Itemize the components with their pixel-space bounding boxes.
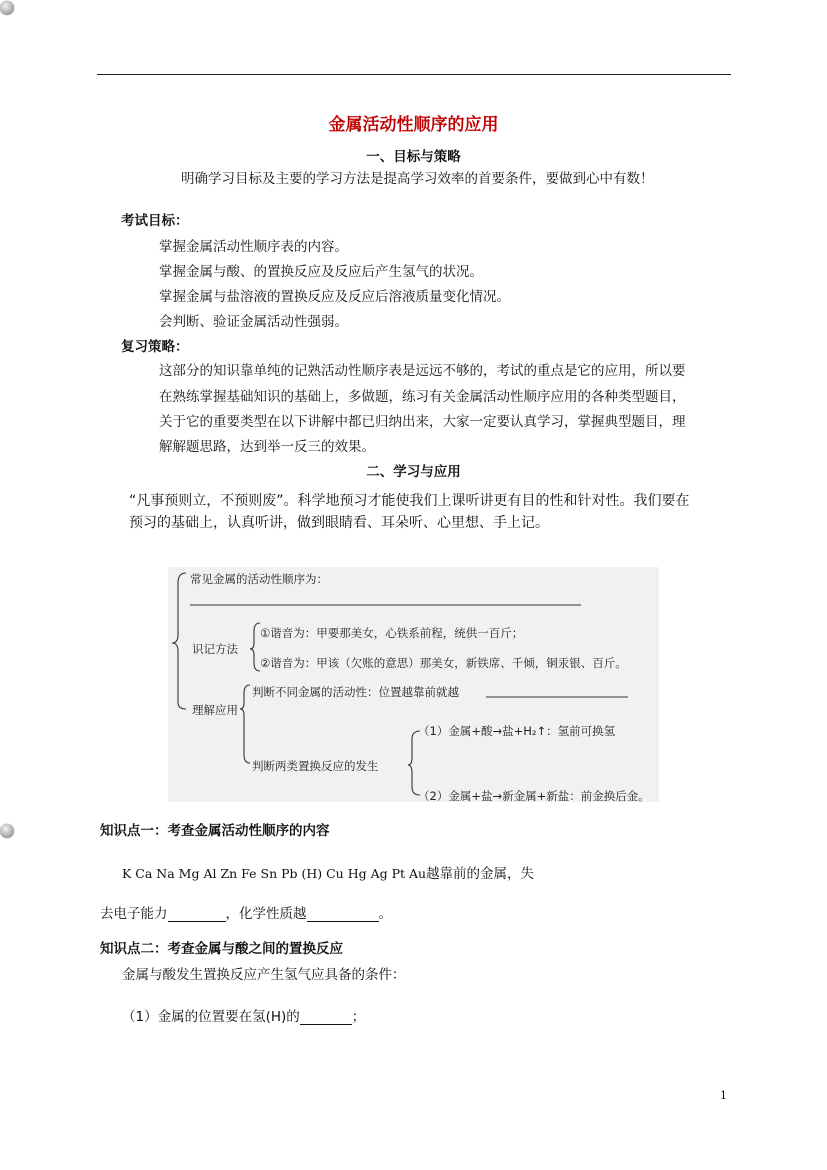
exam-goal-item: 掌握金属与酸、的置换反应及反应后产生氢气的状况。 bbox=[159, 264, 483, 280]
strategy-line: 这部分的知识靠单纯的记熟活动性顺序表是远远不够的，考试的重点是它的应用，所以要 bbox=[159, 363, 686, 379]
metal-activity-mindmap bbox=[168, 567, 659, 802]
strategy-line: 解解题思路，达到举一反三的效果。 bbox=[159, 439, 375, 455]
punch-hole-top bbox=[0, 1, 14, 15]
blank-chemical-property[interactable] bbox=[307, 907, 379, 922]
section1-intro: 明确学习目标及主要的学习方法是提高学习效率的首要条件，要做到心中有数！ bbox=[181, 171, 654, 187]
kp1-text-c: 。 bbox=[378, 906, 392, 922]
kp1-text-b: ，化学性质越 bbox=[225, 906, 307, 922]
blank-electron-ability[interactable] bbox=[168, 907, 226, 922]
kp2-condition-1 bbox=[122, 1009, 365, 1025]
kp1-heading: 知识点一：考查金属活动性顺序的内容 bbox=[100, 823, 330, 839]
mindmap-apply-label: 理解应用 bbox=[192, 703, 238, 717]
kp2-heading: 知识点二：考查金属与酸之间的置换反应 bbox=[100, 941, 343, 957]
kp2-intro: 金属与酸发生置换反应产生氢气应具备的条件： bbox=[122, 967, 406, 983]
exam-goal-item: 掌握金属活动性顺序表的内容。 bbox=[159, 239, 348, 255]
punch-hole-middle bbox=[0, 824, 14, 838]
kp1-fill-line bbox=[100, 906, 392, 922]
exam-goal-item: 会判断、验证金属活动性强弱。 bbox=[159, 314, 348, 330]
strategy-label: 复习策略： bbox=[121, 339, 189, 355]
kp1-series-line bbox=[122, 866, 534, 882]
kp1-series-tail: 越靠前的金属，失 bbox=[426, 866, 535, 882]
kp2-cond1-end: ； bbox=[351, 1009, 366, 1025]
section2-heading: 二、学习与应用 bbox=[366, 464, 461, 480]
mindmap-memory-label: 识记方法 bbox=[192, 642, 238, 656]
section2-line: “凡事预则立，不预则废”。科学地预习才能使我们上课听讲更有目的性和针对性。我们要在 bbox=[129, 493, 690, 509]
metal-activity-series: K Ca Na Mg Al Zn Fe Sn Pb (H) Cu Hg Ag Pt Au bbox=[122, 866, 427, 881]
exam-goals-label: 考试目标： bbox=[121, 213, 189, 229]
header-rule bbox=[97, 74, 731, 75]
mindmap-mnemonic-2: ②谐音为：甲该（欠账的意思）那美女，新铁席、千倾，铜汞银、百斤。 bbox=[260, 656, 627, 670]
exam-goal-item: 掌握金属与盐溶液的置换反应及反应后溶液质量变化情况。 bbox=[159, 289, 510, 305]
mindmap-judge-2: 判断两类置换反应的发生 bbox=[252, 759, 379, 773]
blank-hydrogen-position[interactable] bbox=[300, 1010, 352, 1025]
mindmap-reaction-1: （1）金属+酸→盐+H₂↑：氢前可换氢 bbox=[418, 724, 616, 738]
kp2-cond1-text: （1）金属的位置要在氢(H)的 bbox=[122, 1009, 300, 1025]
mindmap-judge-1: 判断不同金属的活动性：位置越靠前就越 bbox=[252, 685, 459, 699]
section2-line: 预习的基础上，认真听讲，做到眼睛看、耳朵听、心里想、手上记。 bbox=[129, 515, 549, 531]
strategy-line: 在熟练掌握基础知识的基础上，多做题，练习有关金属活动性顺序应用的各种类型题目， bbox=[159, 389, 686, 405]
strategy-line: 关于它的重要类型在以下讲解中都已归纳出来，大家一定要认真学习，掌握典型题目，理 bbox=[159, 414, 686, 430]
section1-heading: 一、目标与策略 bbox=[366, 149, 461, 165]
page-number: 1 bbox=[720, 1089, 727, 1102]
mindmap-top-label: 常见金属的活动性顺序为： bbox=[190, 572, 328, 586]
mindmap-reaction-2: （2）金属+盐→新金属+新盐：前金换后金。 bbox=[418, 789, 650, 803]
document-title: 金属活动性顺序的应用 bbox=[328, 115, 499, 135]
mindmap-mnemonic-1: ①谐音为：甲要那美女，心铁系前程，统供一百斤； bbox=[260, 626, 524, 640]
kp1-text-a: 去电子能力 bbox=[100, 906, 168, 922]
